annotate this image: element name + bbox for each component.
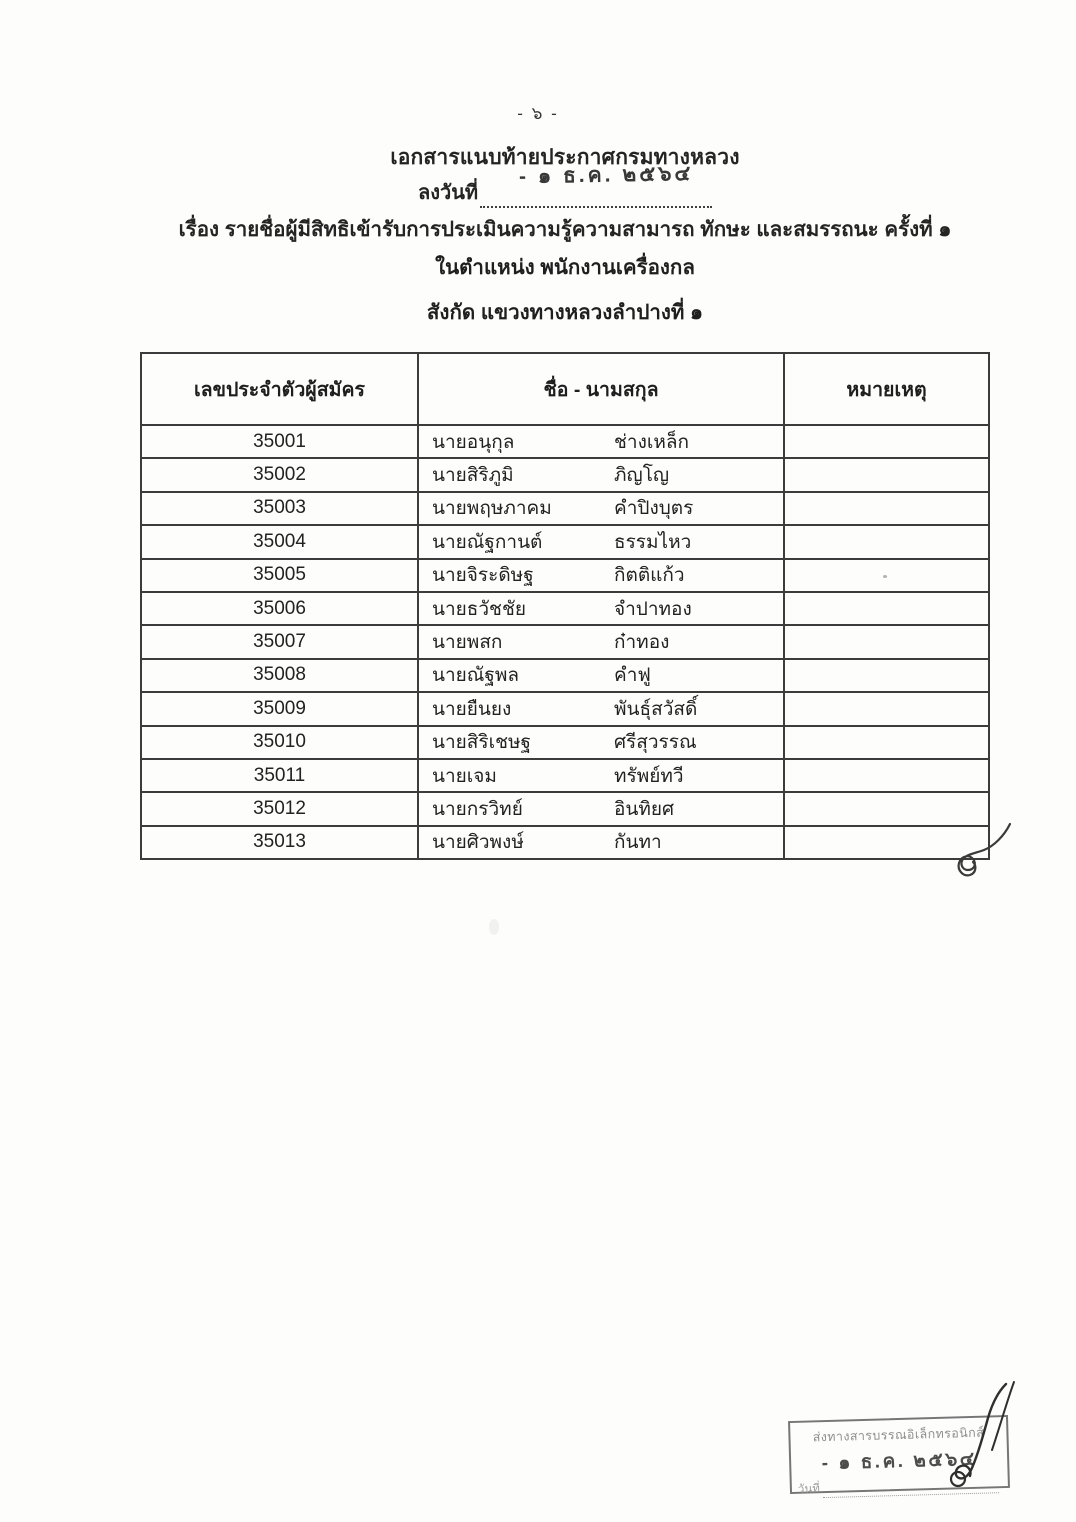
first-name: นายอนุกุล <box>432 431 515 453</box>
department-line: สังกัด แขวงทางหลวงลำปางที่ ๑ <box>426 301 704 324</box>
remark <box>784 726 989 759</box>
last-name: คำฟู <box>614 665 651 687</box>
first-name: นายสิริภูมิ <box>432 465 514 487</box>
applicant-name <box>418 726 784 759</box>
applicant-id: 35004 <box>141 525 418 558</box>
scan-speck <box>489 919 499 935</box>
stamp-signature <box>928 1378 1028 1496</box>
remark <box>784 525 989 558</box>
applicant-id: 35006 <box>141 592 418 625</box>
applicant-id: 35001 <box>141 425 418 458</box>
position-line: ในตำแหน่ง พนักงานเครื่องกล <box>435 256 695 279</box>
last-name: คำปิงบุตร <box>614 498 694 520</box>
column-header-remark: หมายเหตุ <box>784 353 989 425</box>
page-number: - ๖ - <box>517 104 559 123</box>
last-name: จำปาทอง <box>614 598 692 620</box>
table-row <box>141 625 989 658</box>
applicant-id: 35010 <box>141 726 418 759</box>
remark <box>784 659 989 692</box>
first-name: นายณัฐพล <box>432 665 520 687</box>
applicant-name <box>418 759 784 792</box>
subject-line: เรื่อง รายชื่อผู้มีสิทธิเข้ารับการประเมินความรู้ความสามารถ ทักษะ และสมรรถนะ ครั้งที่ ๑ <box>178 218 952 241</box>
first-name: นายสิริเชษฐ <box>432 732 531 754</box>
remark <box>784 592 989 625</box>
applicant-id: 35002 <box>141 458 418 491</box>
remark <box>784 492 989 525</box>
date-label: ลงวันที่ <box>417 182 479 204</box>
table-header-row <box>141 353 989 425</box>
table-row <box>141 692 989 725</box>
applicant-id: 35008 <box>141 659 418 692</box>
signature-initials <box>946 818 1016 884</box>
applicant-name <box>418 458 784 491</box>
applicant-name <box>418 559 784 592</box>
table-row <box>141 559 989 592</box>
first-name: นายพฤษภาคม <box>432 498 552 520</box>
remark <box>784 458 989 491</box>
table-row <box>141 592 989 625</box>
first-name: นายณัฐกานต์ <box>432 531 543 553</box>
last-name: ศรีสุวรรณ <box>614 732 697 754</box>
table-row <box>141 659 989 692</box>
last-name: ช่างเหล็ก <box>614 431 690 453</box>
table-row <box>141 425 989 458</box>
scan-speck <box>883 575 887 578</box>
first-name: นายเจม <box>432 765 497 787</box>
stamp-date: - ๑ ธ.ค. ๒๕๖๔ <box>821 1448 977 1475</box>
applicant-name <box>418 659 784 692</box>
stamp-date-label: วันที่ <box>797 1483 821 1496</box>
applicant-name <box>418 525 784 558</box>
applicant-id: 35012 <box>141 792 418 825</box>
date-stamp: - ๑ ธ.ค. ๒๕๖๔ <box>518 162 694 189</box>
column-header-id: เลขประจำตัวผู้สมัคร <box>141 353 418 425</box>
last-name: กิตติแก้ว <box>614 565 685 587</box>
stamp-title: ส่งทางสารบรรณอิเล็กทรอนิกส์ <box>812 1425 985 1445</box>
remark <box>784 425 989 458</box>
table-row <box>141 525 989 558</box>
table-row <box>141 458 989 491</box>
applicant-name <box>418 792 784 825</box>
applicant-id: 35011 <box>141 759 418 792</box>
first-name: นายจิระดิษฐ <box>432 565 534 587</box>
applicant-name <box>418 592 784 625</box>
column-header-name: ชื่อ - นามสกุล <box>418 353 784 425</box>
first-name: นายพสก <box>432 632 503 654</box>
last-name: ทรัพย์ทวี <box>614 765 684 787</box>
remark <box>784 692 989 725</box>
remark <box>784 759 989 792</box>
last-name: ภิญโญ <box>614 465 670 487</box>
last-name: พันธุ์สวัสดิ์ <box>614 698 698 720</box>
applicant-id: 35013 <box>141 826 418 859</box>
first-name: นายธวัชชัย <box>432 598 526 620</box>
applicant-id: 35005 <box>141 559 418 592</box>
applicant-name <box>418 492 784 525</box>
applicant-id: 35007 <box>141 625 418 658</box>
table-row <box>141 792 989 825</box>
table-row <box>141 726 989 759</box>
table-row <box>141 826 989 859</box>
last-name: กันทา <box>614 832 662 854</box>
candidates-table <box>140 352 990 860</box>
first-name: นายศิวพงษ์ <box>432 832 524 854</box>
applicant-name <box>418 826 784 859</box>
applicant-name <box>418 425 784 458</box>
last-name: ก๋าทอง <box>614 632 670 654</box>
last-name: อินทิยศ <box>614 798 675 820</box>
first-name: นายกรวิทย์ <box>432 798 523 820</box>
applicant-id: 35003 <box>141 492 418 525</box>
last-name: ธรรมไหว <box>614 531 692 553</box>
remark <box>784 625 989 658</box>
applicant-name <box>418 625 784 658</box>
table-row <box>141 492 989 525</box>
applicant-id: 35009 <box>141 692 418 725</box>
document-title: เอกสารแนบท้ายประกาศกรมทางหลวง <box>390 146 740 169</box>
table-row <box>141 759 989 792</box>
applicant-name <box>418 692 784 725</box>
first-name: นายยืนยง <box>432 698 512 720</box>
